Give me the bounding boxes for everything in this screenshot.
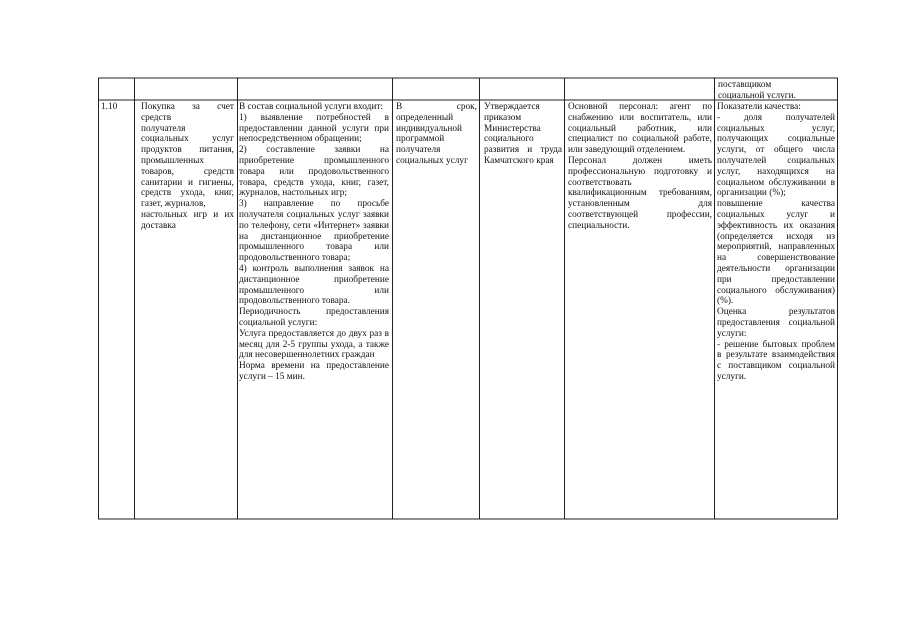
quality-indicators-cell: Показатели качества: - доля получателей социальных услуг, получающих социальные услуги, от общего числа получателей социальных услуг, находящихся на социальном обслуживании в организации (%); повышение качества социальных услуг и эффективность их оказания (определяется исходя из мероприятий, направленных на совершенствование деятельности организации при предоставлении социального обслуживания) (%). Оценка результатов предоставления социальной услуги: - решение бытовых проблем в результате взаимодействия с поставщиком социальной услуги. <box>717 102 835 382</box>
service-conditions-cell: Основной персонал: агент по снабжению или воспитатель, или социальный работник, или специалист по социальной работе, или заведующий отделением. Персонал должен иметь профессиональную подготовку и соответствовать квалификационным требованиям, установленным для соответствующей профессии, специальности. <box>568 102 712 231</box>
service-tariff-cell: Утверждается приказом Министерства социального развития и труда Камчатского края <box>484 102 562 166</box>
service-term-cell: В срок, определенный индивидуальной программой получателя социальных услуг <box>396 102 477 166</box>
top-row-quality-continuation: поставщиком социальной услуги. <box>718 80 796 99</box>
service-content-cell: В состав социальной услуги входит: 1) выявление потребностей в предоставлении данной услуги при непосредственном обращении; 2) составление заявки на приобретение промышленного товара или продовольственного товара, средств ухода, книг, газет, журналов, настольных игр; 3) направление по просьбе получателя социальных услуг заявки по телефону, сети «Интернет» заявки на дистанционное приобретение промышленного товара или продовольственного товара; 4) контроль выполнения заявок на дистанционное приобретение промышленного или продовольственного товара. Периодичность предоставления социальной услуги: Услуга предоставляется до двух раз в месяц для 2-5 группы ухода, а также для несовершеннолетних граждан Норма времени на предоставление услуги – 15 мин. <box>239 102 389 382</box>
service-name-cell: Покупка за счет средств получателя социальных услуг продуктов питания, промышленных товаров, средств санитарии и гигиены, средств ухода, книг, газет, журналов, настольных игр и их доставка <box>141 102 234 231</box>
row-number: 1.10 <box>101 102 118 112</box>
